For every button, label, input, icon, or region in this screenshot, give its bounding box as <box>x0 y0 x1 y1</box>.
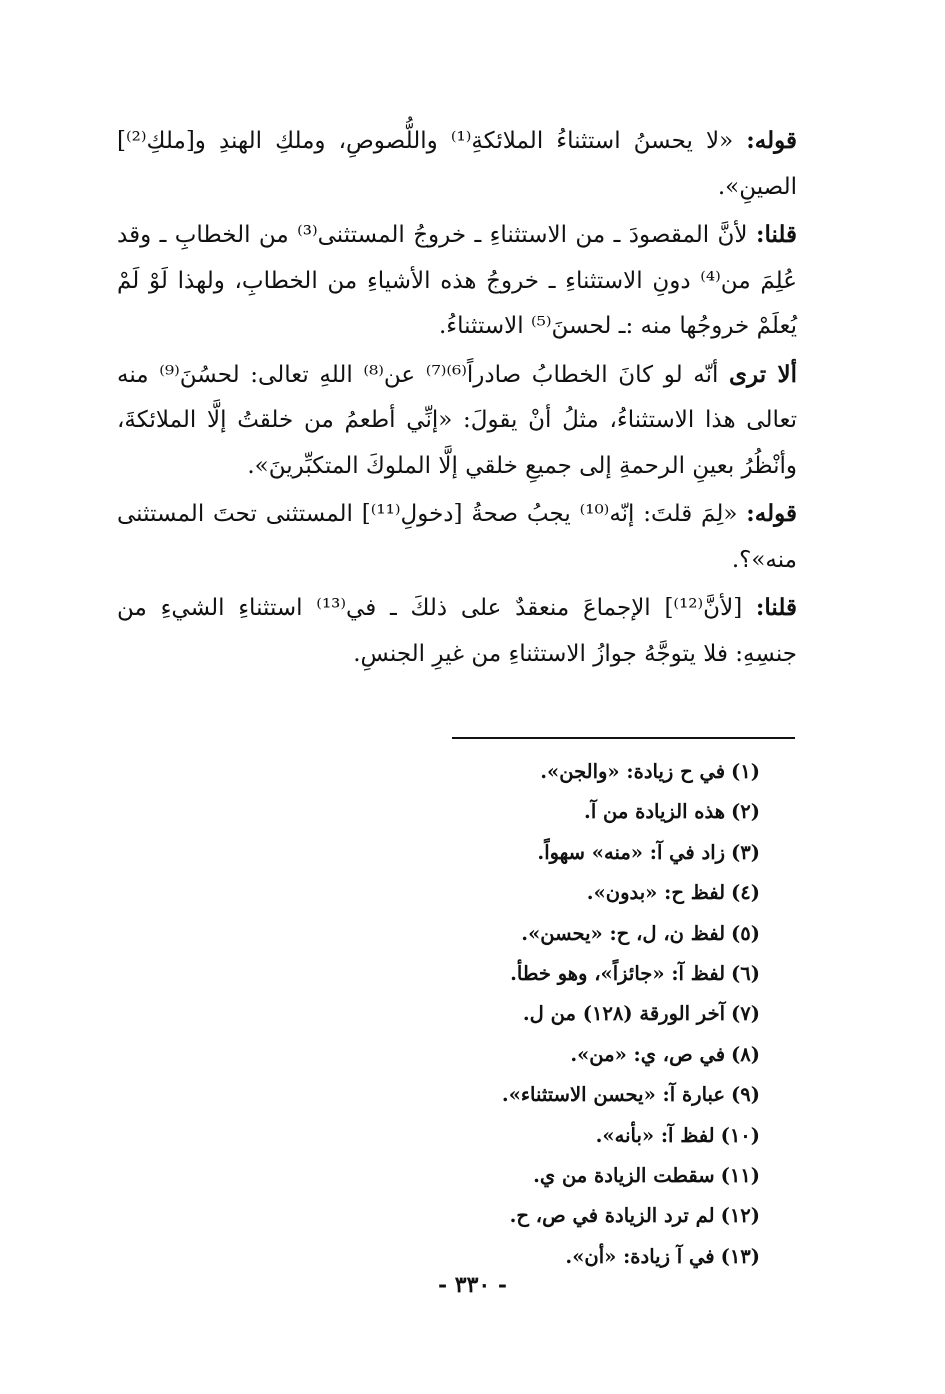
footnote-number: (٨) <box>731 1042 760 1066</box>
paragraph <box>117 585 797 677</box>
paragraph-text: لأنَّ المقصودَ ـ من الاستثناءِ ـ خروجُ المستثنى⁽³⁾ من الخطابِ ـ وقد عُلِمَ من⁽⁴⁾ دونِ الاستثناءِ ـ خروجُ هذه الأشياءِ من الخطابِ، ولهذا لَوْ لَمْ يُعلَمْ خروجُها منه :ـ لحسنَ⁽⁵⁾ الاستثناءُ. <box>117 222 797 339</box>
footnote-text: عبارة آ: «يحسن الاستثناء». <box>501 1083 726 1107</box>
page-number: - ٣٣٠ - <box>437 1272 508 1298</box>
paragraph-lead: ألا ترى <box>729 360 797 388</box>
footnote-text: لم ترد الزيادة في ص، ح. <box>509 1204 715 1228</box>
footnote-number: (١٠) <box>720 1123 760 1147</box>
footnote <box>360 1196 760 1236</box>
footnote-number: (٦) <box>731 962 760 986</box>
footnote-number: (٣) <box>731 840 760 864</box>
footnote-text: زاد في آ: «منه» سهواً. <box>537 840 726 864</box>
paragraph-lead: قوله: <box>746 127 797 154</box>
paragraph <box>117 491 797 583</box>
paragraph <box>117 352 797 490</box>
footnote-number: (٧) <box>731 1002 760 1026</box>
footnote-text: لفظ ح: «بدون». <box>586 881 726 905</box>
footnote-text: هذه الزيادة من آ. <box>584 800 726 824</box>
footnote-text: لفظ ن، ل، ح: «يحسن». <box>521 921 726 945</box>
footnote <box>360 833 760 873</box>
footnote-text: في ص، ي: «من». <box>570 1042 726 1066</box>
footnote <box>360 914 760 954</box>
footnote <box>360 1156 760 1196</box>
paragraph-text: أنّه لو كانَ الخطابُ صادراً⁽⁶⁾⁽⁷⁾ عن⁽⁸⁾ اللهِ تعالى: لحسُنَ⁽⁹⁾ منه تعالى هذا الاستثناءُ، مثلُ أنْ يقولَ: «إنِّي أطعمُ من خلقتُ إلَّا الملائكةَ، وأنْظُرُ بعينِ الرحمةِ إلى جميعِ خلقي إلَّا الملوكَ المتكبِّرينَ». <box>117 361 797 479</box>
footnote-number: (١٣) <box>720 1244 760 1268</box>
footnote-text: سقطت الزيادة من ي. <box>533 1164 715 1188</box>
footnote-text: لفظ آ: «بأنه». <box>595 1123 715 1147</box>
footnote <box>360 792 760 832</box>
footnote-number: (١) <box>731 760 760 783</box>
footnotes-list <box>360 752 760 1277</box>
paragraph-lead: قوله: <box>746 500 798 527</box>
footnote <box>360 1075 760 1115</box>
footnote <box>360 1116 760 1156</box>
footnote <box>360 954 760 994</box>
paragraph-text: [لأنَّ⁽¹²⁾] الإجماعَ منعقدٌ على ذلكَ ـ في⁽¹³⁾ استثناءِ الشيءِ من جنسِهِ: فلا يتوجَّهُ جوازُ الاستثناءِ من غيرِ الجنسِ. <box>117 595 797 667</box>
footnote-text: آخر الورقة (١٢٨) من ل. <box>522 1002 726 1026</box>
footnote-text: في آ زيادة: «أن». <box>565 1244 715 1268</box>
paragraph-text: «لِمَ قلتَ: إنّه⁽¹⁰⁾ يجبُ صحةُ [دخولِ⁽¹¹⁾] المستثنى تحتَ المستثنى منه»؟. <box>117 501 797 573</box>
paragraph-lead: قلنا: <box>755 594 797 621</box>
paragraph <box>117 212 797 350</box>
footnote <box>360 994 760 1034</box>
paragraph-text: «لا يحسنُ استثناءُ الملائكةِ⁽¹⁾ واللُّصوصِ، وملكِ الهندِ و[ملكِ⁽²⁾] الصينِ». <box>117 128 797 200</box>
paragraph-lead: قلنا: <box>755 221 798 248</box>
footnote <box>360 873 760 913</box>
footnote-number: (٥) <box>731 921 760 945</box>
main-text-body <box>117 118 797 679</box>
footnote <box>360 752 760 792</box>
footnote-number: (٩) <box>731 1083 760 1107</box>
footnote-number: (١٢) <box>720 1204 760 1228</box>
footnote-divider <box>452 737 795 739</box>
footnote-number: (١١) <box>720 1164 760 1188</box>
footnote-text: في ح زيادة: «والجن». <box>540 760 726 783</box>
paragraph <box>117 118 797 210</box>
footnote <box>360 1035 760 1075</box>
footnote-text: لفظ آ: «جائزاً»، وهو خطأ. <box>510 962 726 986</box>
footnote-number: (٤) <box>731 881 760 905</box>
footnote-number: (٢) <box>731 800 760 824</box>
